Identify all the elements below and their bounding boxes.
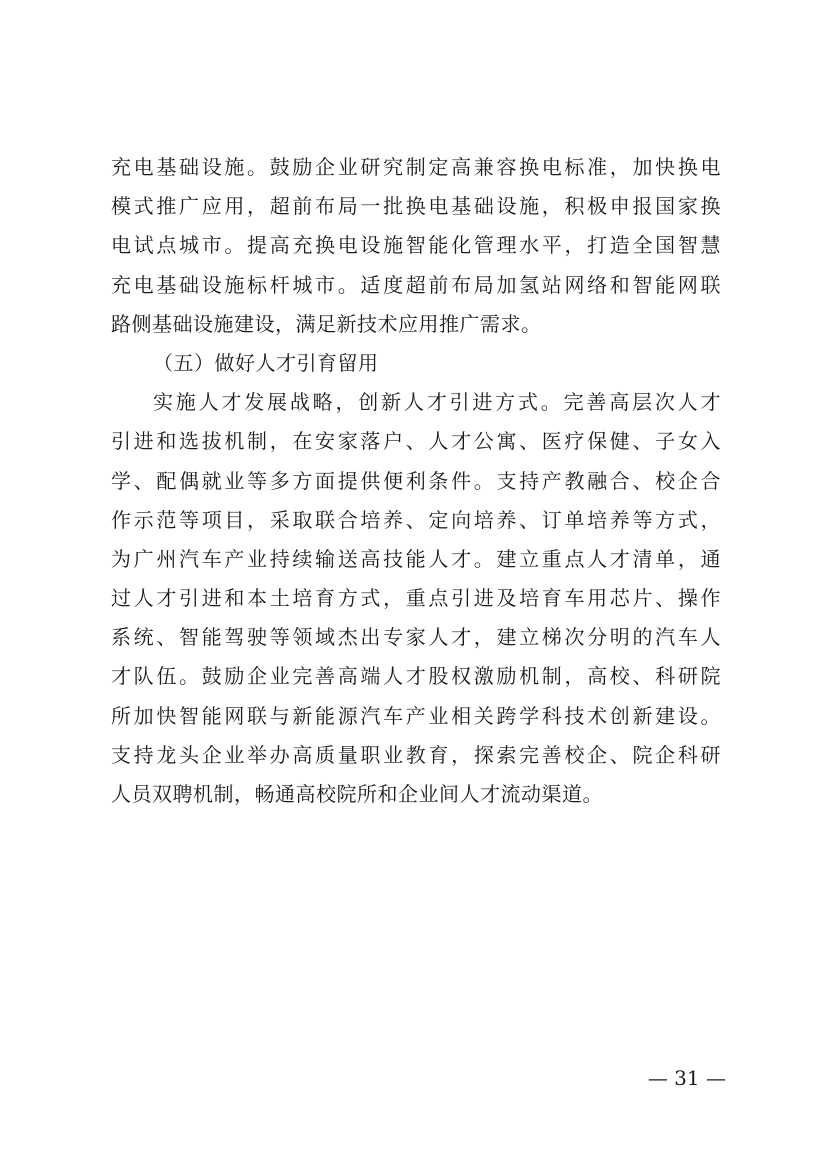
- paragraph-line: 作示范等项目，采取联合培养、定向培养、订单培养等方式，: [111, 507, 721, 532]
- paragraph-line: 学、配偶就业等多方面提供便利条件。支持产教融合、校企合: [111, 468, 721, 493]
- paragraph-line: 支持龙头企业举办高质量职业教育，探索完善校企、院企科研: [111, 742, 721, 767]
- paragraph-line: 电试点城市。提高充换电设施智能化管理水平，打造全国智慧: [111, 233, 721, 258]
- paragraph-line: 路侧基础设施建设，满足新技术应用推广需求。: [111, 311, 542, 336]
- paragraph-line: 才队伍。鼓励企业完善高端人才股权激励机制，高校、科研院: [111, 664, 721, 689]
- section-heading: （五）做好人才引育留用: [153, 350, 379, 375]
- paragraph-line: 人员双聘机制，畅通高校院所和企业间人才流动渠道。: [111, 782, 603, 806]
- paragraph-line: 引进和选拔机制，在安家落户、人才公寓、医疗保健、子女入: [111, 429, 721, 454]
- paragraph-line: 充电基础设施。鼓励企业研究制定高兼容换电标准，加快换电: [111, 155, 721, 179]
- paragraph-line: 为广州汽车产业持续输送高技能人才。建立重点人才清单，通: [111, 546, 721, 571]
- section-paragraph: [111, 383, 721, 814]
- paragraph-line: 所加快智能网联与新能源汽车产业相关跨学科技术创新建设。: [111, 703, 721, 728]
- page-number: — 31 —: [647, 1066, 726, 1090]
- body-text: [111, 148, 721, 814]
- paragraph-line: 实施人才发展战略，创新人才引进方式。完善高层次人才: [153, 390, 721, 415]
- intro-paragraph: [111, 148, 721, 344]
- paragraph-line: 充电基础设施标杆城市。适度超前布局加氢站网络和智能网联: [111, 272, 721, 297]
- paragraph-line: 系统、智能驾驶等领域杰出专家人才，建立梯次分明的汽车人: [111, 625, 721, 650]
- paragraph-line: 模式推广应用，超前布局一批换电基础设施，积极申报国家换: [111, 194, 721, 219]
- paragraph-line: 过人才引进和本土培育方式，重点引进及培育车用芯片、操作: [111, 586, 721, 611]
